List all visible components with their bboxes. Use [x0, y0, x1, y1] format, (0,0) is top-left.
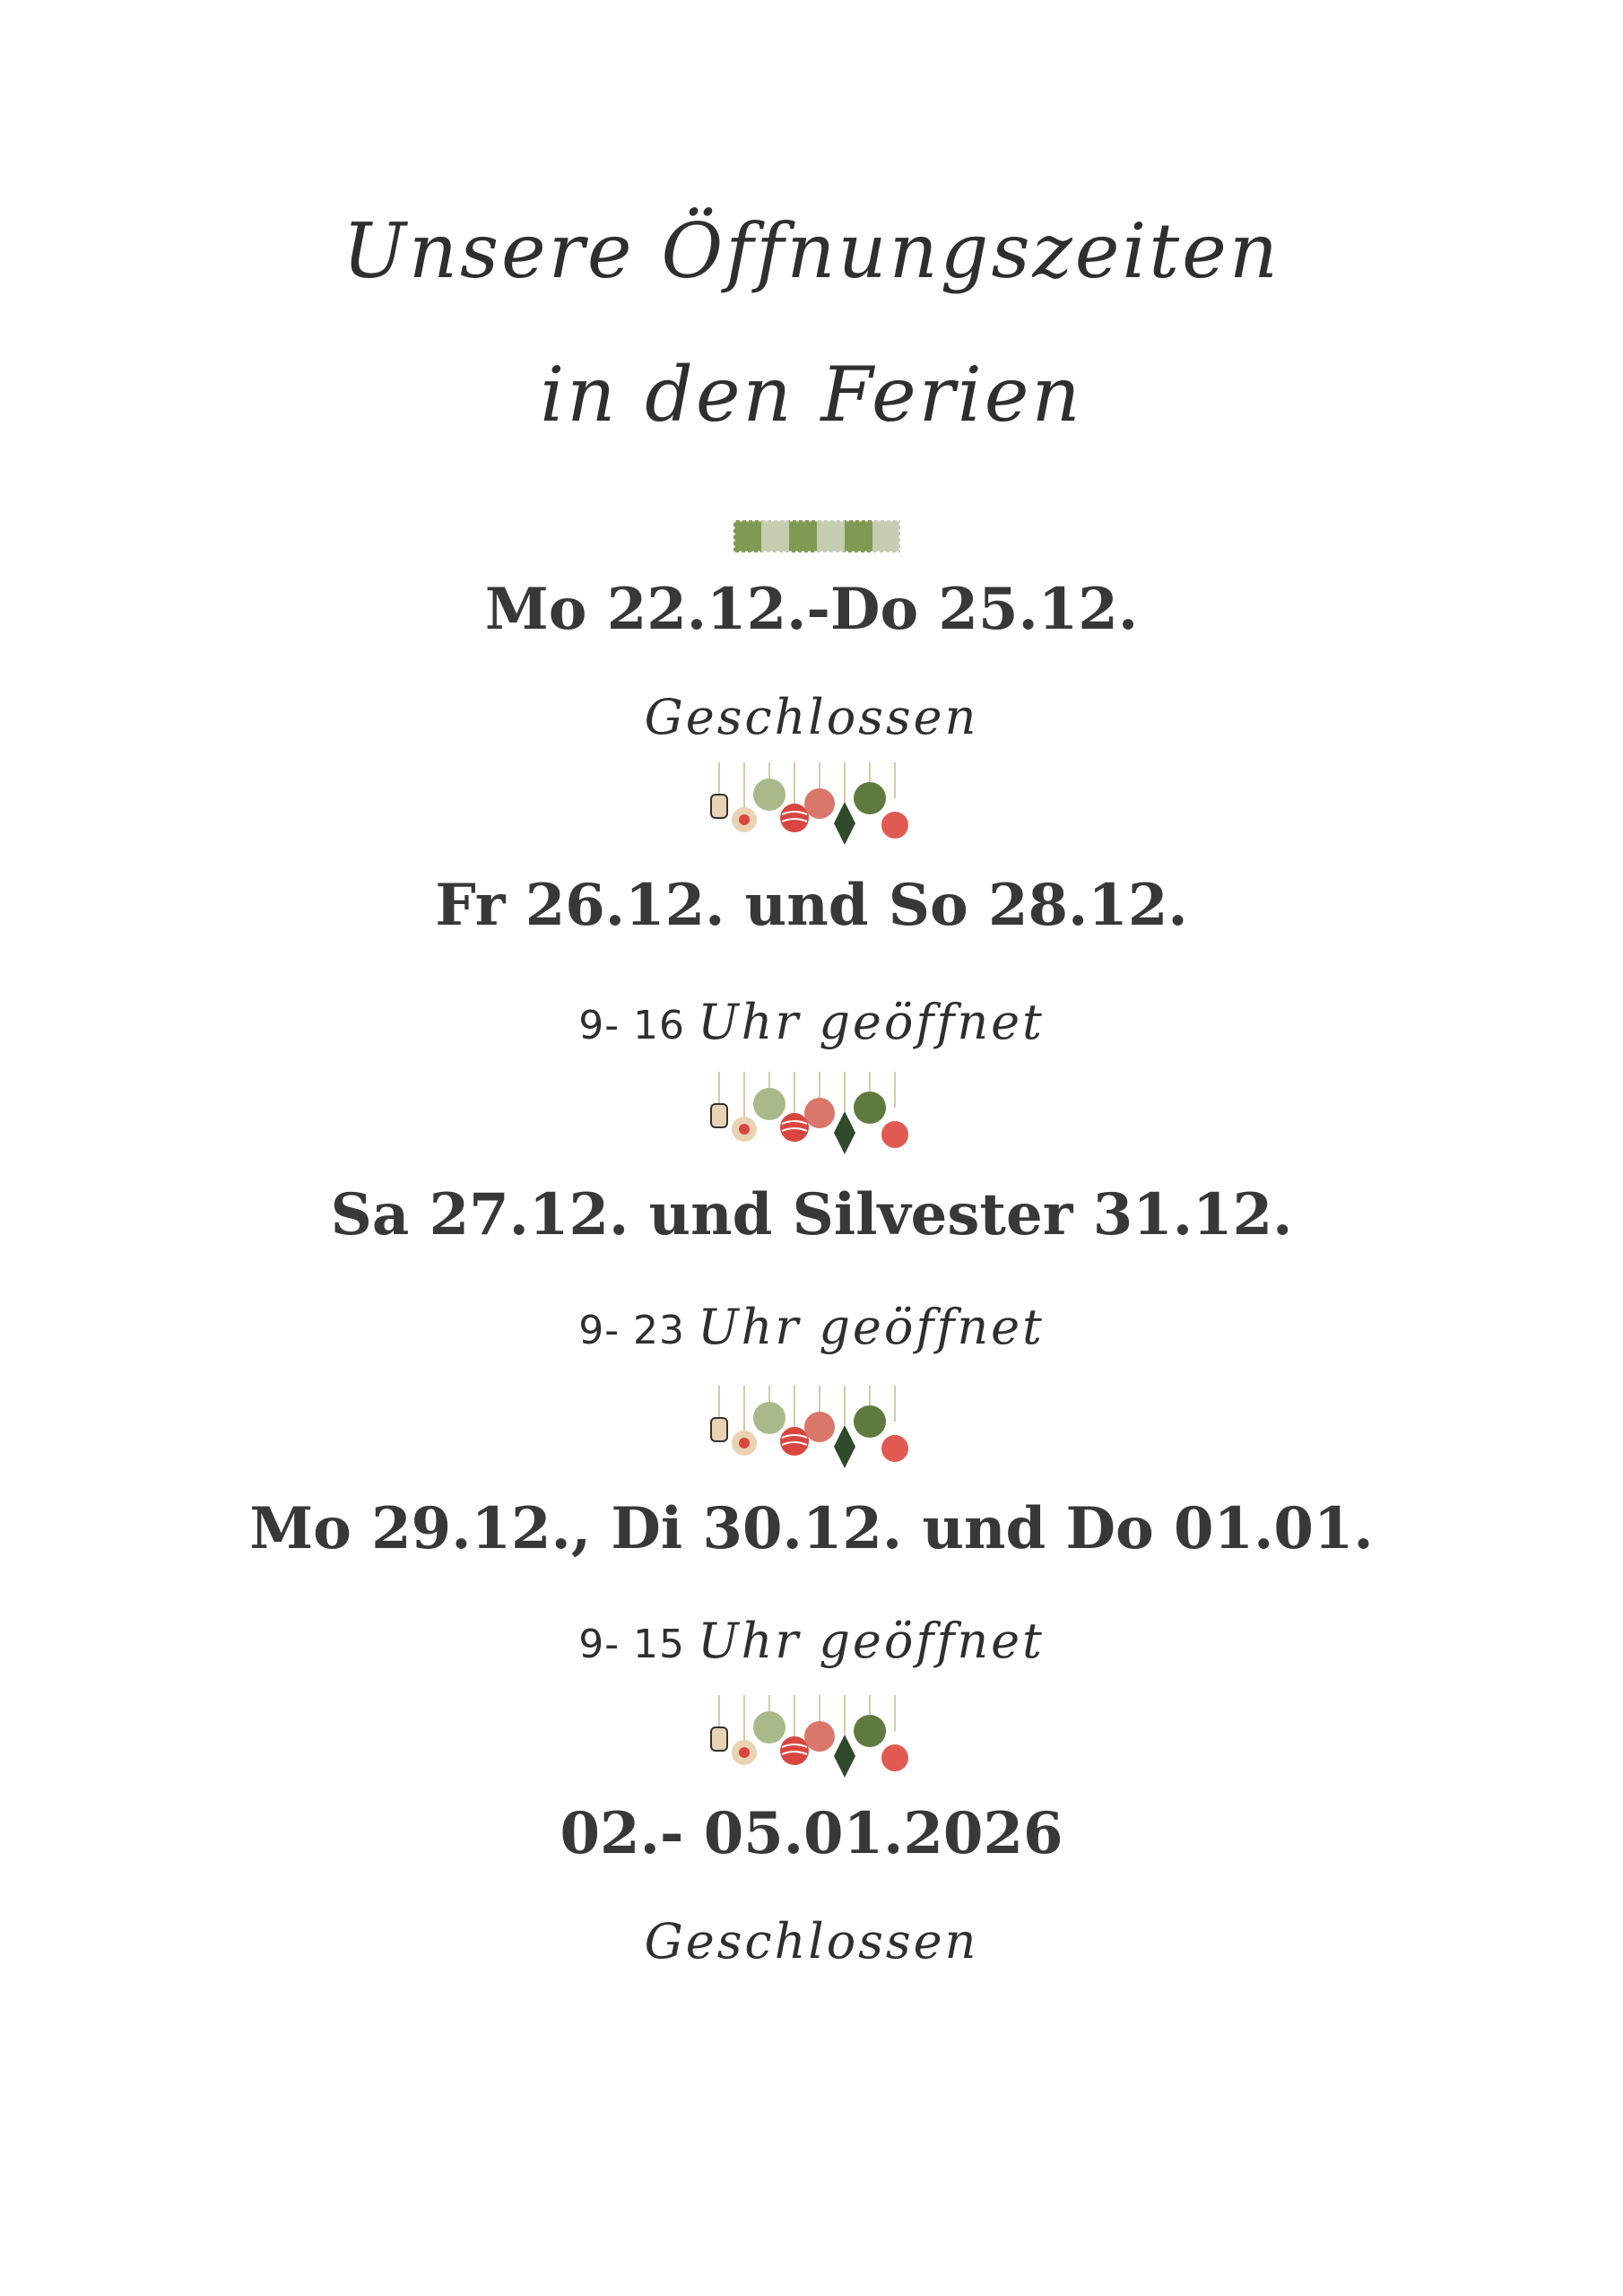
schedule-status-3 [0, 1292, 1623, 1367]
schedule-status-text-2: Uhr geöffnet [698, 994, 1045, 1050]
christmas-ornaments-icon [708, 1695, 915, 1785]
schedule-status-2 [0, 987, 1623, 1062]
schedule-status-text-4: Uhr geöffnet [698, 1613, 1045, 1669]
schedule-dates-4: Mo 29.12., Di 30.12. und Do 01.01. [249, 1495, 1374, 1562]
title-line-1: Unsere Öffnungszeiten [343, 207, 1280, 295]
christmas-ornaments-icon [708, 762, 915, 852]
schedule-hours-2: 9- 16 [578, 1003, 686, 1048]
schedule-status-text-1: Geschlossen [644, 689, 979, 745]
title-line-2: in den Ferien [540, 351, 1083, 439]
schedule-dates-1: Mo 22.12.-Do 25.12. [484, 576, 1139, 643]
christmas-ornaments-icon [708, 1072, 915, 1161]
christmas-ornaments-icon [708, 1386, 915, 1475]
schedule-dates-5: 02.- 05.01.2026 [560, 1800, 1063, 1867]
checkered-ribbon-icon [733, 520, 900, 552]
schedule-status-text-3: Uhr geöffnet [698, 1299, 1045, 1355]
schedule-status-1 [0, 682, 1623, 753]
schedule-hours-3: 9- 23 [578, 1308, 686, 1353]
schedule-dates-3: Sa 27.12. und Silvester 31.12. [330, 1181, 1293, 1248]
schedule-status-4 [0, 1605, 1623, 1681]
schedule-dates-2: Fr 26.12. und So 28.12. [435, 872, 1188, 939]
schedule-status-text-5: Geschlossen [644, 1913, 979, 1970]
schedule-hours-4: 9- 15 [578, 1622, 686, 1667]
schedule-status-5 [0, 1906, 1623, 1978]
